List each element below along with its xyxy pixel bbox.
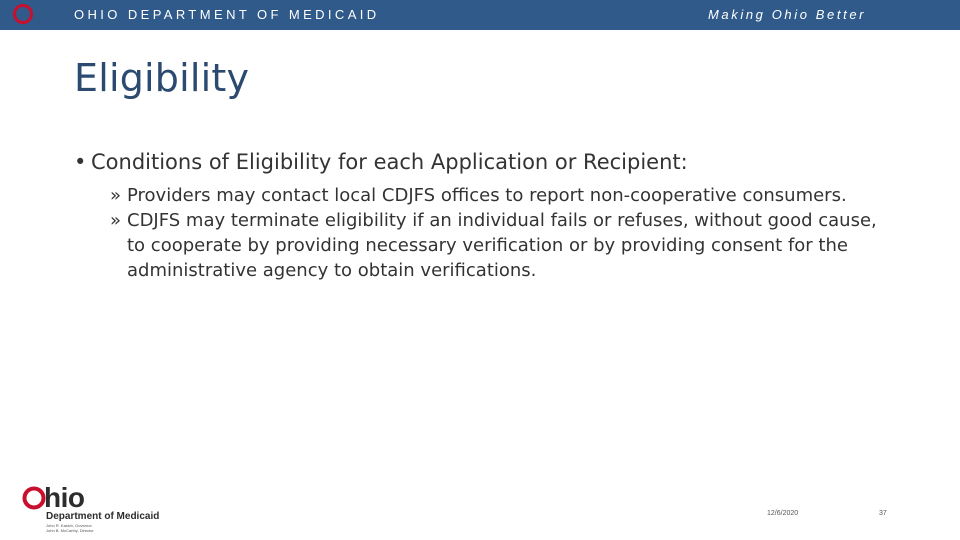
department-name: OHIO DEPARTMENT OF MEDICAID (74, 7, 380, 22)
sub-bullet-text: CDJFS may terminate eligibility if an individual fails or refuses, without good cause, to cooperate by providing necessary verification or by providing consent for the administrative agency to obtain verifications. (127, 210, 877, 281)
logo-department: Department of Medicaid (46, 511, 160, 522)
sub-bullet-text: Providers may contact local CDJFS offices to report non-cooperative consumers. (127, 185, 847, 206)
main-bullet (74, 148, 914, 176)
sub-bullet-marker: » (110, 210, 122, 231)
logo-name-line: John B. McCarthy, Director (46, 528, 94, 533)
tagline: Making Ohio Better (708, 7, 867, 22)
logo-name-line: John R. Kasich, Governor (46, 523, 92, 528)
logo-names (46, 523, 94, 533)
slide-title: Eligibility (74, 56, 250, 100)
sub-bullet-list (110, 183, 880, 283)
sub-bullet-item (110, 183, 880, 208)
slide-date: 12/6/2020 (767, 510, 799, 517)
ohio-ring-icon (12, 3, 34, 25)
logo-word: hio (44, 482, 85, 513)
page-number: 37 (879, 510, 887, 517)
bullet-marker: • (74, 150, 87, 174)
sub-bullet-marker: » (110, 185, 122, 206)
header-bar (0, 0, 960, 30)
ohio-medicaid-logo (22, 484, 172, 536)
sub-bullet-item (110, 208, 880, 283)
logo-ring-icon (22, 486, 46, 510)
bullet-text: Conditions of Eligibility for each Application or Recipient: (91, 150, 688, 174)
